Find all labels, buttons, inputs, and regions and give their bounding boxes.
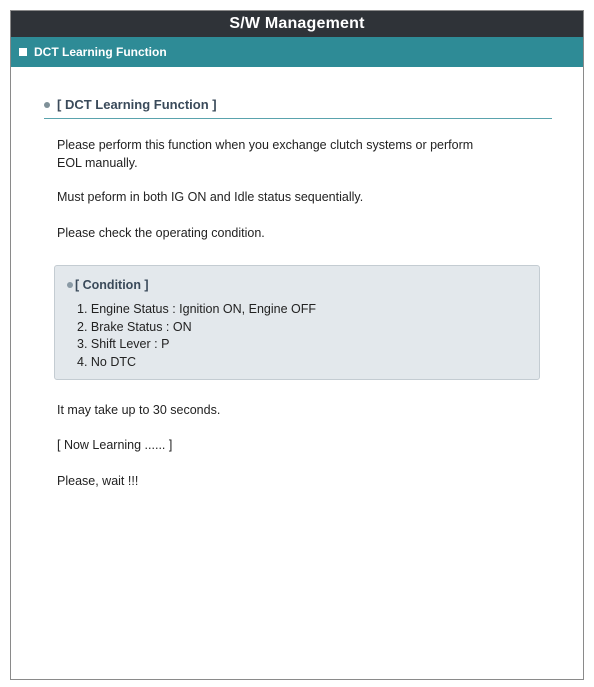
- instruction-line-2: EOL manually.: [57, 156, 138, 170]
- app-window: [10, 10, 584, 680]
- dot-bullet-icon: [44, 102, 50, 108]
- condition-item: 1. Engine Status : Ignition ON, Engine OFF: [77, 302, 317, 316]
- check-condition-text: Please check the operating condition.: [57, 226, 265, 240]
- square-bullet-icon: [19, 48, 27, 56]
- condition-item: 3. Shift Lever : P: [77, 337, 170, 351]
- function-heading-label: [ DCT Learning Function ]: [57, 97, 217, 112]
- instruction-text: [57, 136, 549, 172]
- sequence-text: Must peform in both IG ON and Idle status sequentially.: [57, 190, 364, 204]
- learning-status: [ Now Learning ...... ]: [57, 438, 173, 452]
- function-heading: [44, 97, 552, 119]
- duration-text: It may take up to 30 seconds.: [57, 403, 221, 417]
- instruction-line-1: Please perform this function when you exchange clutch systems or perform: [57, 138, 474, 152]
- dot-bullet-icon: [67, 282, 73, 288]
- condition-list: [77, 301, 316, 371]
- condition-title: [67, 278, 149, 292]
- wait-message: Please, wait !!!: [57, 474, 139, 488]
- condition-title-label: [ Condition ]: [75, 278, 149, 292]
- condition-box: [54, 265, 540, 380]
- condition-item: 4. No DTC: [77, 354, 137, 369]
- section-title: DCT Learning Function: [34, 45, 167, 59]
- condition-item: 2. Brake Status : ON: [77, 319, 192, 334]
- window-title: S/W Management: [11, 11, 583, 37]
- section-header: [11, 37, 583, 67]
